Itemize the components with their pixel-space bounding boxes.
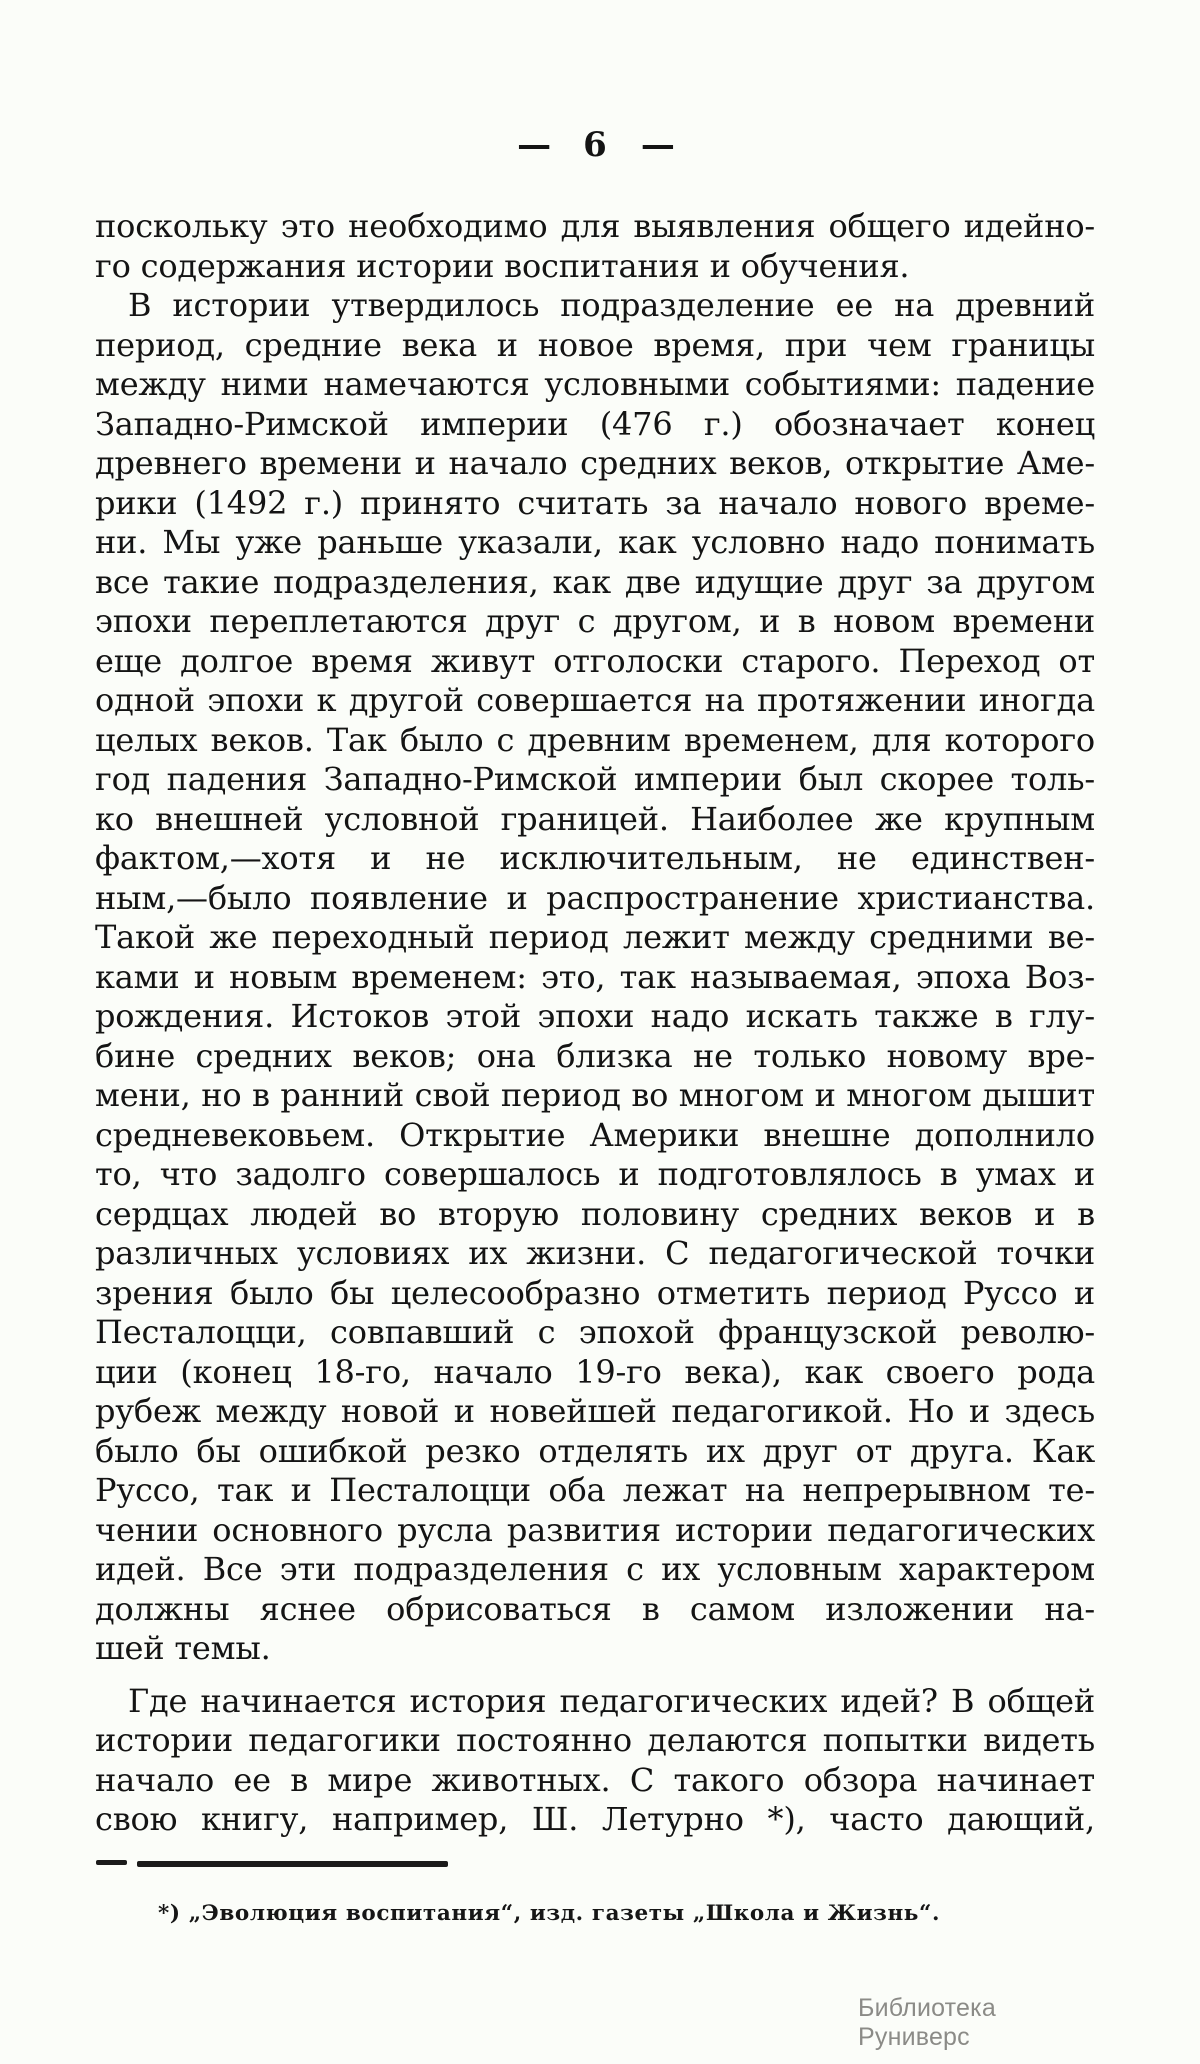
- text-line: различных условиях их жизни. С педагогической точки: [95, 1234, 1095, 1272]
- text-line: свою книгу, например, Ш. Летурно *), часто дающий,: [95, 1800, 1095, 1838]
- paragraph: [95, 286, 1095, 1669]
- text-line: В истории утвердилось подразделение ее на древний: [128, 286, 1095, 324]
- text-line: Руссо, так и Песталоцци оба лежат на непрерывном те-: [95, 1471, 1095, 1509]
- text-line: сердцах людей во вторую половину средних веков и в: [95, 1194, 1095, 1233]
- footnote: *) „Эволюция воспитания“, изд. газеты „Школа и Жизнь“.: [158, 1901, 941, 1926]
- text-line: между ними намечаются условными событиями: падение: [95, 365, 1095, 403]
- text-line: Где начинается история педагогических идей? В общей: [128, 1681, 1095, 1720]
- text-line: Песталоцци, совпавший с эпохой французской револю-: [95, 1313, 1095, 1351]
- text-block: [95, 207, 1095, 1840]
- text-line: еще долгое время живут отголоски старого. Переход от: [95, 641, 1095, 680]
- footnote-rule: [137, 1861, 448, 1867]
- header-dash-left: —: [517, 125, 550, 165]
- text-line: фактом,—хотя и не исключительным, не единствен-: [95, 839, 1095, 877]
- header-dash-right: —: [640, 125, 673, 165]
- text-line: мени, но в ранний свой период во многом и многом дышит: [95, 1076, 1095, 1114]
- text-line: зрения было бы целесообразно отметить период Руссо и: [95, 1273, 1095, 1312]
- text-line: эпохи переплетаются друг с другом, и в новом времени: [95, 602, 1095, 640]
- text-line: начало ее в мире животных. С такого обзора начинает: [95, 1760, 1095, 1799]
- paragraph: [95, 1682, 1095, 1840]
- text-line: средневековьем. Открытие Америки внешне дополнило: [95, 1115, 1095, 1154]
- text-line: рики (1492 г.) принято считать за начало нового време-: [95, 483, 1095, 522]
- text-line: то, что задолго совершалось и подготовлялось в умах и: [95, 1155, 1095, 1193]
- text-line: ни. Мы уже раньше указали, как условно надо понимать: [95, 523, 1095, 561]
- text-line: идей. Все эти подразделения с их условным характером: [95, 1550, 1095, 1588]
- text-line: было бы ошибкой резко отделять их друг от друга. Как: [95, 1431, 1095, 1470]
- text-line: одной эпохи к другой совершается на протяжении иногда: [95, 681, 1095, 719]
- page-header: [95, 126, 1095, 164]
- text-line: поскольку это необходимо для выявления общего идейно-: [95, 207, 1095, 245]
- text-line: шей темы.: [95, 1629, 271, 1667]
- text-line: ции (конец 18-го, начало 19-го века), как своего рода: [95, 1352, 1095, 1391]
- page-number: 6: [583, 125, 607, 165]
- text-line: период, средние века и новое время, при чем границы: [95, 325, 1095, 364]
- text-line: ным,—было появление и распространение христианства.: [95, 878, 1095, 917]
- text-line: древнего времени и начало средних веков, открытие Аме-: [95, 444, 1095, 482]
- text-line: ко внешней условной границей. Наиболее же крупным: [95, 799, 1095, 838]
- text-line: го содержания истории воспитания и обучения.: [95, 246, 910, 285]
- text-line: все такие подразделения, как две идущие друг за другом: [95, 562, 1095, 601]
- text-line: бине средних веков; она близка не только новому вре-: [95, 1036, 1095, 1075]
- text-line: чении основного русла развития истории педагогических: [95, 1510, 1095, 1549]
- text-line: рождения. Истоков этой эпохи надо искать также в глу-: [95, 997, 1095, 1035]
- text-line: год падения Западно-Римской империи был скорее толь-: [95, 760, 1095, 798]
- text-line: целых веков. Так было с древним временем, для которого: [95, 720, 1095, 759]
- text-line: рубеж между новой и новейшей педагогикой. Но и здесь: [95, 1392, 1095, 1430]
- text-line: Такой же переходный период лежит между средними ве-: [95, 918, 1095, 956]
- text-line: ками и новым временем: это, так называемая, эпоха Воз-: [95, 957, 1095, 996]
- text-line: Западно-Римской империи (476 г.) обозначает конец: [95, 404, 1095, 443]
- library-watermark: Библиотека Руниверс: [858, 1994, 996, 2051]
- text-line: истории педагогики постоянно делаются попытки видеть: [95, 1721, 1095, 1759]
- text-line: должны яснее обрисоваться в самом изложении на-: [95, 1589, 1095, 1628]
- footnote-rule-segment: [96, 1860, 127, 1865]
- paragraph: [95, 207, 1095, 286]
